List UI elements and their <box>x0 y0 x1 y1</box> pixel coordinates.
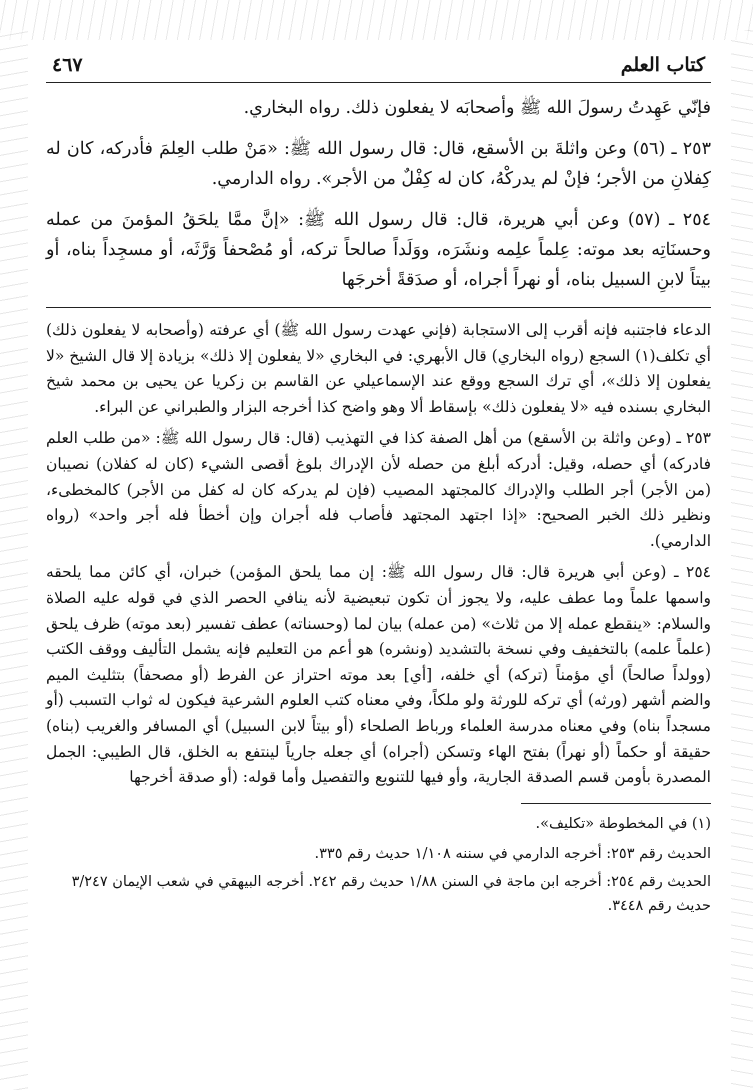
page-edge-decoration-left <box>0 30 28 1090</box>
hadith-text <box>46 93 711 295</box>
commentary-paragraph: ٢٥٣ ـ (وعن واثلة بن الأسقع) من أهل الصفة كذا في التهذيب (قال: قال رسول الله ﷺ: «من طلب العلم فادركه) أي حصله، وقيل: أدركه أبلغ من حصله لأن الإدراك بلوغ أقصى الشيء (كان له كفلان) نصيبان (من الأجر) أجر الطلب والإدراك كالمجتهد المصيب (فإن لم يدركه كان له كفل من الأجر) كالمخطىء، ونظير ذلك الخبر الصحيح: «إذا اجتهد المجتهد فأصاب فله أجران وإن أخطأ فله أجر واحد» (رواه الدارمي). <box>46 429 711 550</box>
footnote-divider <box>521 803 711 804</box>
running-title: كتاب العلم <box>620 54 705 76</box>
reference-line: الحديث رقم ٢٥٤: أخرجه ابن ماجة في السنن ١/٨٨ حديث رقم ٢٤٢. أخرجه البيهقي في شعب الإيمان ٣/٢٤٧ حديث رقم ٣٤٤٨. <box>71 873 711 914</box>
matn-paragraph: ٢٥٤ ـ (٥٧) وعن أبي هريرة، قال: قال رسول الله ﷺ: «إنَّ ممَّا يلحَقُ المؤمنَ من عمله وحسنَاتِه بعد موته: عِلماً علِمه ونشَرَه، ووَلَداً صالحاً تركه، أو مُصْحفاً وَرَّثَه، أو مسجِداً بناه، أو بيتاً لابنِ السبيل بناه، أو نهراً أجراه، أو صدَقةً أخرجَها <box>46 210 711 290</box>
section-divider <box>46 307 711 308</box>
footnote: (١) في المخطوطة «تكليف». <box>535 815 711 832</box>
page-header <box>46 52 711 83</box>
page-content <box>46 52 711 1082</box>
hadith-references <box>46 842 711 918</box>
commentary <box>46 318 711 791</box>
matn-paragraph: ٢٥٣ ـ (٥٦) وعن واثلةَ بن الأسقع، قال: قال رسول الله ﷺ: «مَنْ طلب العِلمَ فأدركه، كان له كِفلانِ من الأجر؛ فإنْ لم يدركْهُ، كان له كِفْلٌ من الأجر». رواه الدارمي. <box>46 139 711 189</box>
page-edge-decoration-top <box>0 0 753 40</box>
page-number: ٤٦٧ <box>52 54 83 76</box>
commentary-paragraph: ٢٥٤ ـ (وعن أبي هريرة قال: قال رسول الله ﷺ: إن مما يلحق المؤمن) خبران، أي كائن مما يلحقه واسمها علماً وما عطف عليه، ولا يجوز أن تكون تبعيضية لأنه ينافي الحصر الذي في قوله عليه الصلاة والسلام: «ينقطع عمله إلا من ثلاث» (من عمله) بيان لما (وحسناته) عطف تفسير (بعد موته) ظرف يلحق (علماً علمه) بالتخفيف وفي نسخة بالتشديد (ونشره) هو أعم من التعليم فإنه يشمل التأليف ووقف الكتب (وولداً صالحاً) أي مؤمناً (تركه) أي خلفه، [أي] بعد موته احتراز عن الفرط (أو مصحفاً) بتثليث الميم والضم أشهر (ورثه) أي تركه للورثة ولو ملكاً، وفي معناه كتب العلوم الشرعية فيكون له ثواب التسبب (أو مسجداً بناه) وفي معناه مدرسة العلماء ورباط الصلحاء (أو بيتاً لابن السبيل) أي المسافر والغريب (بناه) حقيقة أو حكماً (أو نهراً) بفتح الهاء وتسكن (أجراه) أي جعله جارياً لينتفع به الخلق، قال الطيبي: الجمل المصدرة بأومن قسم الصدقة الجارية، وأو فيها للتنويع والتفصيل وأما قوله: (أو صدقة أخرجها <box>46 563 711 787</box>
commentary-paragraph: الدعاء فاجتنبه فإنه أقرب إلى الاستجابة (فإني عهدت رسول الله ﷺ) أي عرفته (وأصحابه لا يفعلون ذلك) أي تكلف(١) السجع (رواه البخاري) قال الأبهري: في البخاري «لا يفعلون إلا ذلك» بزيادة إلا قال الشيخ «لا يفعلون إلا ذلك»، أي ترك السجع ووقع عند الإسماعيلي عن القاسم بن زكريا عن يحيى بن محمد شيخ البخاري بسنده فيه «لا يفعلون ذلك» بإسقاط ألا وهو واضح كذا أخرجه البزار والطبراني عن البراء. <box>46 321 711 416</box>
matn-paragraph: فإنّي عَهِدتُ رسولَ الله ﷺ وأصحابَه لا يفعلون ذلك. رواه البخاري. <box>243 98 711 118</box>
reference-line: الحديث رقم ٢٥٣: أخرجه الدارمي في سننه ١/١٠٨ حديث رقم ٣٣٥. <box>314 845 711 862</box>
page-edge-decoration-right <box>731 30 753 1090</box>
footnotes <box>46 812 711 836</box>
